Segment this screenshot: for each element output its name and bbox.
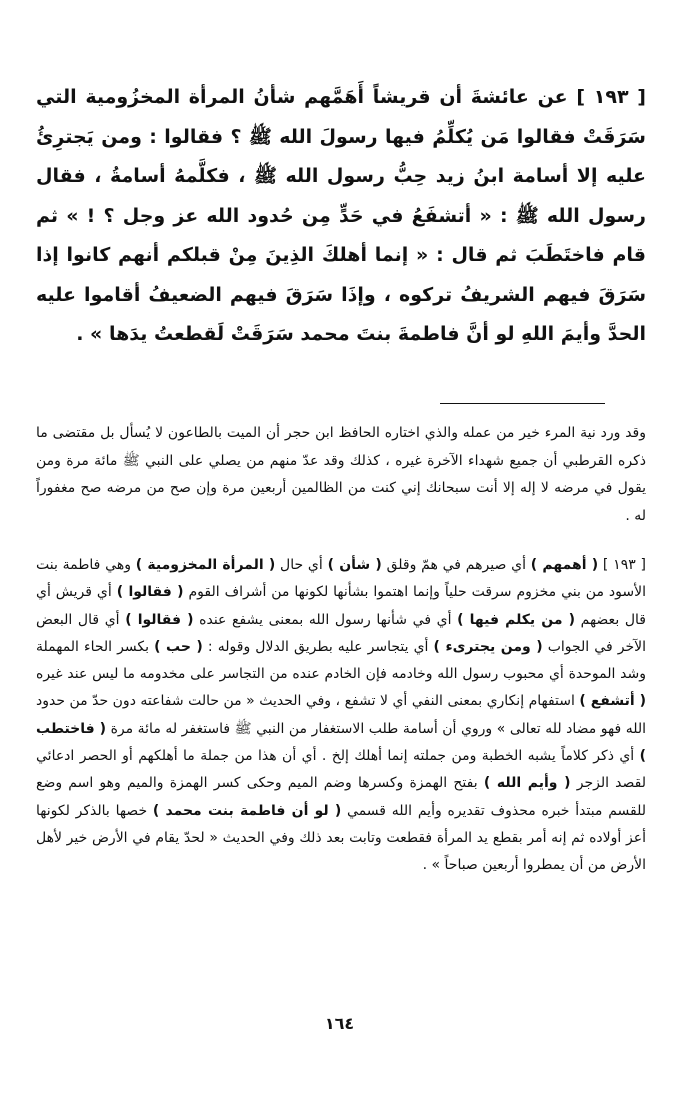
page-number: ١٦٤ <box>324 1014 355 1033</box>
commentary-term: ( ومن يجترىء ) <box>433 638 543 655</box>
commentary-seg: أي ذكر كلاماً يشبه الخطبة ومن جملته إنما أهلك إلخ . أي أن هذا من جملة ما أهلكهم أو الحصر ادعائي لقصد الزجر <box>36 748 647 792</box>
hadith-number: [ ١٩٣ ] <box>576 86 646 108</box>
hadith-body: عن عائشةَ أن قريشاً أَهَمَّهم شأنُ المرأة المخزُومية التي سَرَقَتْ فقالوا مَن يُكلِّمُ فيها رسولَ الله ﷺ ؟ فقالوا : ومن يَجترِئُ عليه إلا أسامة ابنُ زيد حِبُّ رسول الله ﷺ ، فكلَّمهُ أسامةُ ، فقال رسول الله ﷺ : « أتشفَعُ في حَدٍّ مِن حُدود الله عز وجل ؟ ! » ثم قام فاختَطَبَ ثم قال : « إنما أهلكَ الذِينَ مِنْ قبلكم أنهم كانوا إذا سَرَقَ فيهم الشريفُ تركوه ، وإذَا سَرَقَ فيهم الضعيفُ أقاموا عليه الحدَّ وأيمَ اللهِ لو أنَّ فاطمةَ بنتَ محمد سَرَقَتْ لَقطعتُ يدَها » . <box>36 86 646 345</box>
commentary-seg: أي قريش أي قال بعضهم <box>36 584 646 628</box>
commentary-seg: بكسر الحاء المهملة وشد الموحدة أي محبوب رسول الله وخادمه فإن الخادم عنده من التجاسر على مخدومه ما ليس عند غيره <box>36 638 646 683</box>
commentary-seg: أي قال البعض الآخر في الجواب <box>36 611 646 655</box>
commentary-term: ( أهمهم ) <box>530 557 599 573</box>
commentary-seg: أي في شأنها رسول الله بمعنى يشفع عنده <box>193 611 458 628</box>
footnote-divider <box>440 403 605 404</box>
commentary-seg: استفهام إنكاري بمعنى النفي أي لا تشفع ، وفي الحديث « من حالت شفاعته دون حدّ من حدود الله فهو مضاد لله تعالى » وروي أن أسامة طلب الاستغفار من النبي ﷺ فاستغفر له مائة مرة <box>36 693 646 737</box>
commentary-term: ( لو أن فاطمة بنت محمد ) <box>152 802 342 819</box>
commentary-term: ( فقالوا ) <box>125 611 194 628</box>
commentary-term: ( فاختطب ) <box>36 720 646 765</box>
footnote-block <box>36 420 646 530</box>
commentary-term: ( أتشفع ) <box>579 693 646 710</box>
commentary-term: ( حب ) <box>154 638 203 655</box>
footnote-text: وقد ورد نية المرء خير من عمله والذي اختاره الحافظ ابن حجر أن الميت بالطاعون لا يُسأل بل مقتضى ما ذكره القرطبي أن جميع شهداء الآخرة غيره ، كذلك وقد عدّ منهم من يصلي على النبي ﷺ مائة مرة ومن يقول في مرضه لا إله إلا أنت سبحانك إني كنت من الظالمين أربعين مرة وإن صح من مرضه صح مغفوراً له . <box>36 425 646 524</box>
commentary-seg: خصها بالذكر لكونها أعز أولاده ثم إنه أمر بقطع يد المرأة فقطعت وتابت بعد ذلك وفي الحديث « لحدّ يقام في الأرض خير لأهل الأرض من أن يمطروا أربعين صباحاً » . <box>36 802 646 874</box>
commentary-seg: أي حال <box>275 557 328 573</box>
commentary-block <box>36 552 646 880</box>
commentary-term: ( شأن ) <box>327 557 382 573</box>
commentary-term: ( المرأة المخزومية ) <box>135 557 276 573</box>
commentary-seg: وهي فاطمة بنت الأسود من بني مخزوم سرقت حلياً وإنما اهتموا بشأنها لكونها من أشراف القوم <box>36 557 646 601</box>
commentary-term: ( وأيم الله ) <box>483 775 571 792</box>
commentary-seg: بفتح الهمزة وكسرها وضم الميم وحكى كسر الهمزة والميم وهو اسم وضع للقسم مبتدأ خبره محذوف تقديره وأيم الله قسمي <box>36 775 647 819</box>
hadith-text-block <box>36 78 646 355</box>
commentary-seg: أي يتجاسر عليه بطريق الدلال وقوله : <box>202 638 434 655</box>
commentary-term: ( فقالوا ) <box>116 584 184 601</box>
commentary-seg: أي صيرهم في همّ وقلق <box>381 557 531 573</box>
commentary-seg: [ ١٩٣ ] <box>598 557 646 573</box>
commentary-term: ( من يكلم فيها ) <box>457 611 575 628</box>
